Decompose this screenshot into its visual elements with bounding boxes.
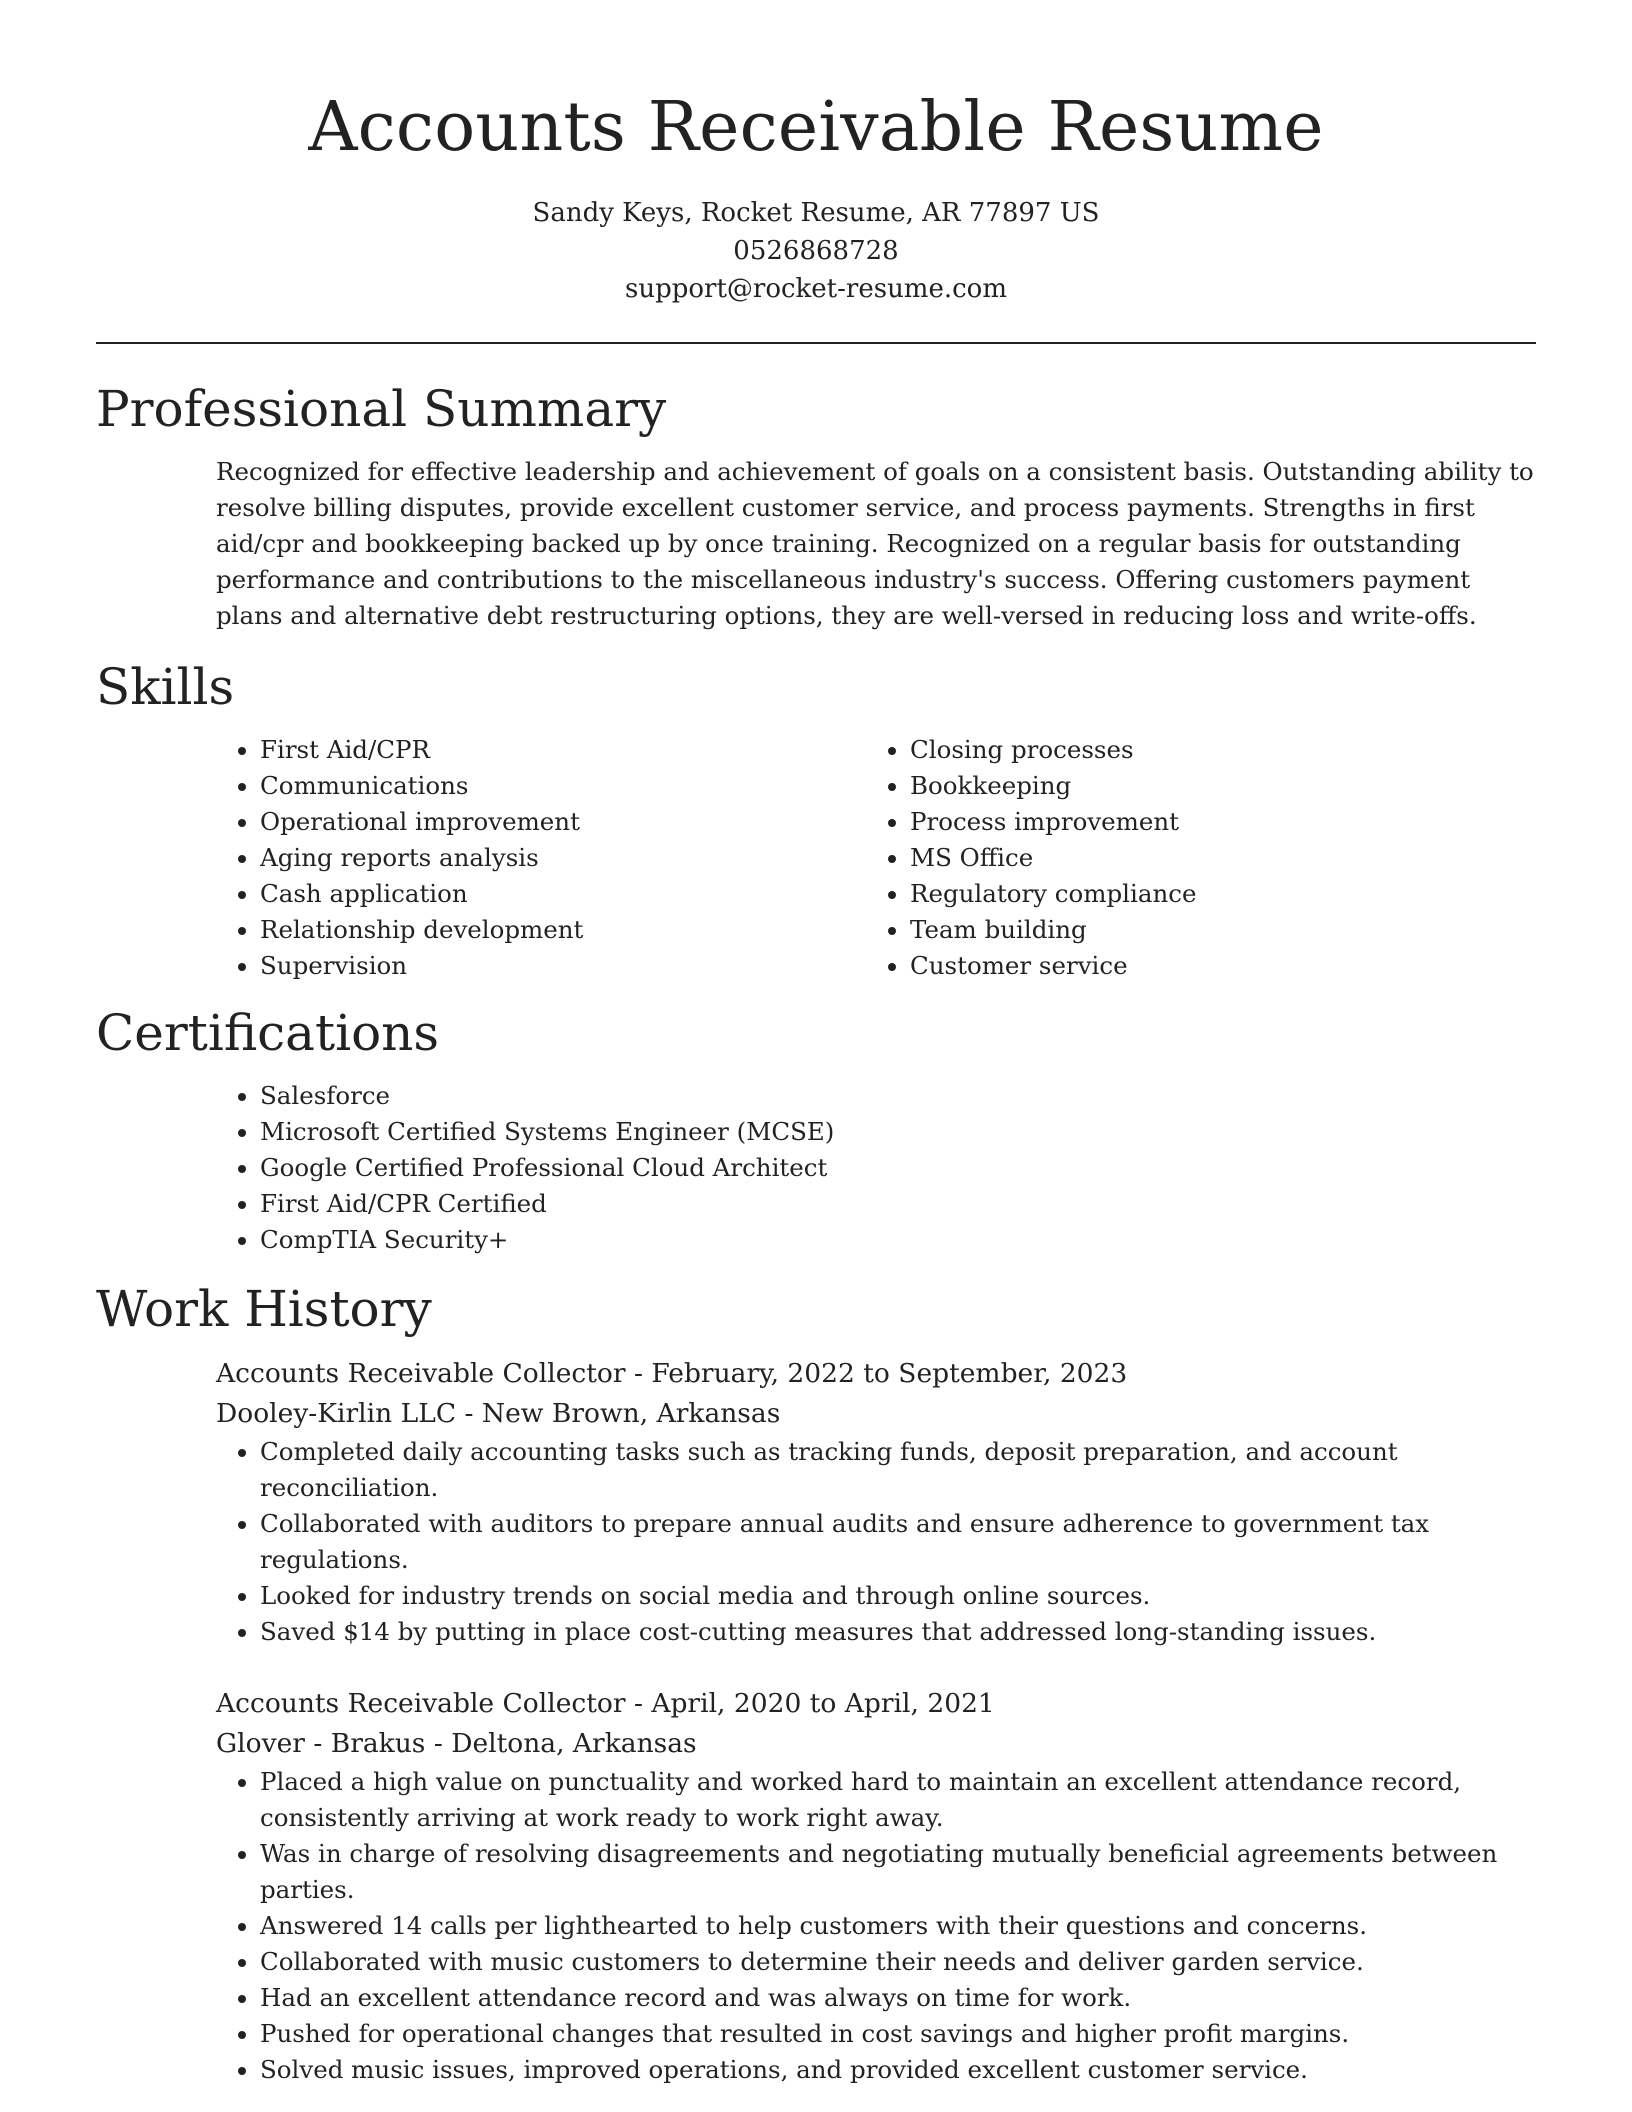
skill-item: • First Aid/CPR — [260, 732, 866, 768]
job-separator: - — [625, 1688, 652, 1719]
skill-item: • Operational improvement — [260, 804, 866, 840]
skill-item: • Closing processes — [910, 732, 1516, 768]
job-bullets — [216, 1764, 1536, 2088]
job-title-line — [216, 1354, 1536, 1394]
contact-phone: 0526868728 — [733, 236, 899, 266]
certification-item: • Salesforce — [260, 1078, 1536, 1114]
certification-item: • Microsoft Certified Systems Engineer (MCSE) — [260, 1114, 1536, 1150]
skills-column-right — [866, 732, 1516, 984]
contact-block — [96, 194, 1536, 308]
job-dates: February, 2022 to September, 2023 — [651, 1358, 1128, 1389]
job-bullet: • Saved $14 by putting in place cost-cutting measures that addressed long-standing issues. — [260, 1614, 1536, 1650]
skill-item: • Cash application — [260, 876, 866, 912]
summary-heading: Professional Summary — [96, 380, 667, 438]
skill-item: • MS Office — [910, 840, 1516, 876]
job-location: Deltona, Arkansas — [451, 1728, 697, 1759]
job-dates: April, 2020 to April, 2021 — [651, 1688, 995, 1719]
job-bullet: • Completed daily accounting tasks such as tracking funds, deposit preparation, and account reconciliation. — [260, 1434, 1536, 1506]
job-company-line — [216, 1394, 1536, 1434]
resume-title: Accounts Receivable Resume — [308, 88, 1324, 167]
skill-item: • Relationship development — [260, 912, 866, 948]
job-location: New Brown, Arkansas — [481, 1398, 781, 1429]
skill-item: • Aging reports analysis — [260, 840, 866, 876]
skills-grid — [216, 732, 1536, 984]
job-bullet: • Looked for industry trends on social media and through online sources. — [260, 1578, 1536, 1614]
job-title: Accounts Receivable Collector — [216, 1358, 626, 1389]
certifications-block — [216, 1078, 1536, 1258]
skill-item: • Supervision — [260, 948, 866, 984]
job-entry — [216, 1354, 1536, 1650]
job-separator: - — [456, 1398, 482, 1429]
job-company: Dooley-Kirlin LLC — [216, 1398, 457, 1429]
contact-email: support@rocket-resume.com — [624, 274, 1007, 304]
skills-heading: Skills — [96, 658, 235, 716]
job-bullet: • Collaborated with music customers to determine their needs and deliver garden service. — [260, 1944, 1536, 1980]
job-bullet: • Had an excellent attendance record and was always on time for work. — [260, 1980, 1536, 2016]
contact-address: Sandy Keys, Rocket Resume, AR 77897 US — [532, 198, 1100, 228]
job-company-line — [216, 1724, 1536, 1764]
skill-item: • Process improvement — [910, 804, 1516, 840]
certification-item: • CompTIA Security+ — [260, 1222, 1536, 1258]
skills-list-right — [866, 732, 1516, 984]
certifications-heading: Certifications — [96, 1004, 440, 1062]
job-bullet: • Was in charge of resolving disagreements and negotiating mutually beneficial agreements between parties. — [260, 1836, 1536, 1908]
job-separator: - — [425, 1728, 452, 1759]
job-bullet: • Solved music issues, improved operations, and provided excellent customer service. — [260, 2052, 1536, 2088]
skill-item: • Communications — [260, 768, 866, 804]
header-divider — [96, 342, 1536, 344]
skills-column-left — [216, 732, 866, 984]
skill-item: • Bookkeeping — [910, 768, 1516, 804]
job-bullet: • Placed a high value on punctuality and worked hard to maintain an excellent attendance record, consistently arriving at work ready to work right away. — [260, 1764, 1536, 1836]
job-bullet: • Pushed for operational changes that resulted in cost savings and higher profit margins. — [260, 2016, 1536, 2052]
skill-item: • Team building — [910, 912, 1516, 948]
job-entry — [216, 1684, 1536, 2088]
job-title-line — [216, 1684, 1536, 1724]
certification-item: • Google Certified Professional Cloud Architect — [260, 1150, 1536, 1186]
job-bullets — [216, 1434, 1536, 1650]
work-history-heading: Work History — [96, 1280, 432, 1338]
job-title: Accounts Receivable Collector — [216, 1688, 626, 1719]
certifications-list — [216, 1078, 1536, 1258]
skill-item: • Regulatory compliance — [910, 876, 1516, 912]
job-company: Glover - Brakus — [216, 1728, 426, 1759]
certification-item: • First Aid/CPR Certified — [260, 1186, 1536, 1222]
job-bullet: • Collaborated with auditors to prepare annual audits and ensure adherence to government tax regulations. — [260, 1506, 1536, 1578]
skill-item: • Customer service — [910, 948, 1516, 984]
skills-list-left — [216, 732, 866, 984]
job-bullet: • Answered 14 calls per lighthearted to help customers with their questions and concerns. — [260, 1908, 1536, 1944]
job-separator: - — [625, 1358, 652, 1389]
summary-text: Recognized for effective leadership and achievement of goals on a consistent basis. Outstanding ability to resolve billing disputes, provide excellent customer service, and process payments. Strengths in first aid/cpr and bookkeeping backed up by once training. Recognized on a regular basis for outstanding performance and contributions to the miscellaneous industry's success. Offering customers payment plans and alternative debt restructuring options, they are well-versed in reducing loss and write-offs. — [216, 457, 1534, 630]
